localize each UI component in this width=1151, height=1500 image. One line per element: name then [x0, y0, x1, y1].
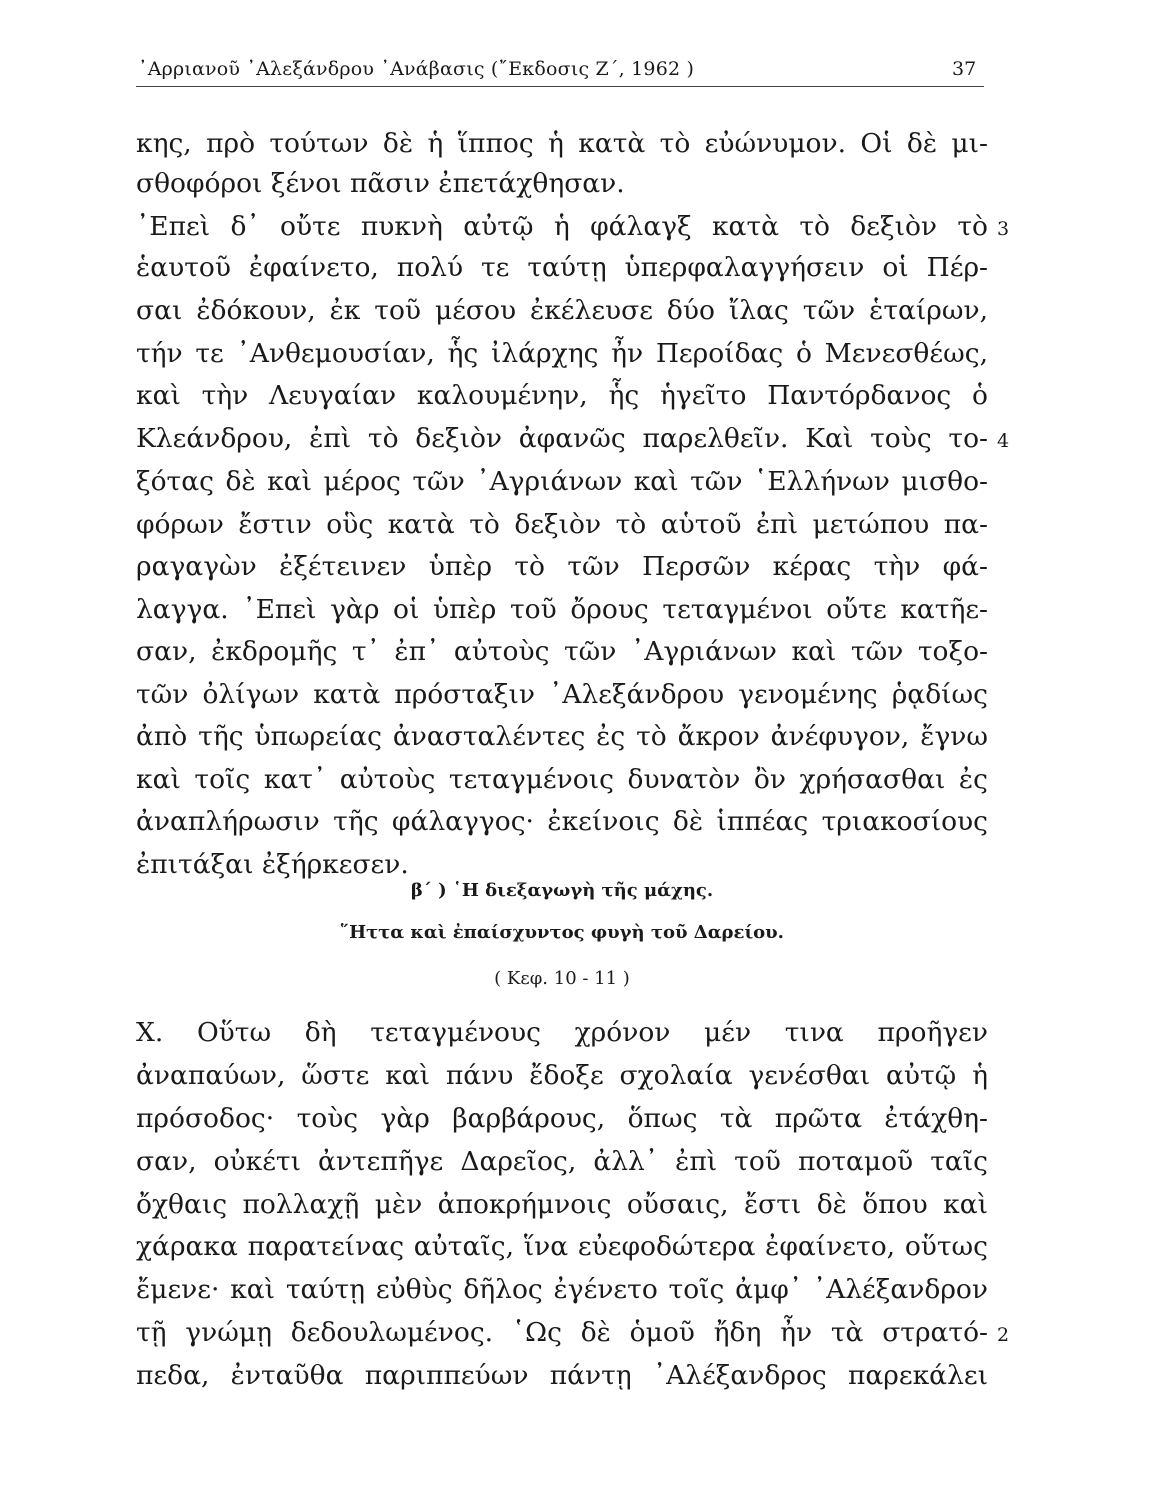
text-line: φόρων ἔστιν οὓς κατὰ τὸ δεξιὸν τὸ αὑτοῦ ἐπὶ μετώπου πα- — [136, 509, 988, 540]
text-line: καὶ τὴν Λευγαίαν καλουμένην, ἧς ἡγεῖτο Παντόρδανος ὁ — [136, 380, 988, 411]
text-line: σαν, ἐκδρομῆς τ᾿ ἐπ᾿ αὐτοὺς τῶν ᾿Αγριάνων καὶ τῶν τοξο- — [136, 636, 988, 667]
page-number: 37 — [952, 58, 977, 80]
chapter-reference: ( Κεφ. 10 - 11 ) — [494, 968, 630, 989]
text-line: σαι ἐδόκουν, ἐκ τοῦ μέσου ἐκέλευσε δύο ἴλας τῶν ἑταίρων, — [136, 295, 988, 326]
section-margin-number: 3 — [997, 218, 1010, 240]
text-line: ἑαυτοῦ ἐφαίνετο, πολύ τε ταύτῃ ὑπερφαλαγγήσειν οἱ Πέρ- — [136, 252, 988, 283]
text-line: ἔμενε· καὶ ταύτῃ εὐθὺς δῆλος ἐγένετο τοῖς ἀμφ᾿ ᾿Αλέξανδρον — [136, 1274, 988, 1305]
text-line: ἀναπαύων, ὥστε καὶ πάνυ ἔδοξε σχολαία γενέσθαι αὐτῷ ἡ — [136, 1060, 988, 1091]
text-line: σαν, οὐκέτι ἀντεπῆγε Δαρεῖος, ἀλλ᾿ ἐπὶ τοῦ ποταμοῦ ταῖς — [136, 1146, 988, 1177]
text-line: καὶ τοῖς κατ᾿ αὐτοὺς τεταγμένοις δυνατὸν ὂν χρήσασθαι ἐς — [136, 764, 988, 795]
text-line: ραγαγὼν ἐξέτεινεν ὑπὲρ τὸ τῶν Περσῶν κέρας τὴν φά- — [136, 551, 988, 582]
section-margin-number: 2 — [997, 1324, 1010, 1346]
text-line: λαγγα. ᾿Επεὶ γὰρ οἱ ὑπὲρ τοῦ ὄρους τεταγμένοι οὔτε κατῆε- — [136, 594, 988, 625]
text-line: ἀπὸ τῆς ὑπωρείας ἀνασταλέντες ἐς τὸ ἄκρον ἀνέφυγον, ἔγνω — [136, 721, 988, 752]
text-line: Χ. Οὕτω δὴ τεταγμένους χρόνον μέν τινα προῆγεν — [136, 1017, 988, 1048]
text-line: πρόσοδος· τοὺς γὰρ βαρβάρους, ὅπως τὰ πρῶτα ἐτάχθη- — [136, 1103, 988, 1134]
text-line: ξότας δὲ καὶ μέρος τῶν ᾿Αγριάνων καὶ τῶν ῾Ελλήνων μισθο- — [136, 466, 988, 497]
text-line: ᾿Επεὶ δ᾿ οὔτε πυκνὴ αὐτῷ ἡ φάλαγξ κατὰ τὸ δεξιὸν τὸ — [136, 211, 988, 242]
text-line: Κλεάνδρου, ἐπὶ τὸ δεξιὸν ἀφανῶς παρελθεῖν. Καὶ τοὺς το- — [136, 423, 988, 454]
text-line: ἐπιτάξαι ἐξήρκεσεν. — [136, 849, 409, 880]
text-line: χάρακα παρατείνας αὐταῖς, ἵνα εὐεφοδώτερα ἐφαίνετο, οὕτως — [136, 1231, 988, 1262]
text-line: τήν τε ᾿Ανθεμουσίαν, ἧς ἰλάρχης ἦν Περοίδας ὁ Μενεσθέως, — [136, 338, 988, 369]
text-line: πεδα, ἐνταῦθα παριππεύων πάντῃ ᾿Αλέξανδρος παρεκάλει — [136, 1360, 988, 1391]
text-line: τῇ γνώμῃ δεδουλωμένος. ῾Ως δὲ ὁμοῦ ἤδη ἦν τὰ στρατό- — [136, 1317, 988, 1348]
section-heading: β΄ ) ῾Η διεξαγωγὴ τῆς μάχης. — [410, 880, 714, 901]
section-margin-number: 4 — [997, 430, 1010, 452]
text-line: σθοφόροι ξένοι πᾶσιν ἐπετάχθησαν. — [136, 168, 625, 199]
text-line: κης, πρὸ τούτων δὲ ἡ ἵππος ἡ κατὰ τὸ εὐώνυμον. Οἱ δὲ μι- — [136, 128, 988, 159]
running-header-title: ᾿Αρριανοῦ ᾿Αλεξάνδρου ᾿Ανάβασις (῎Εκδοσις Ζ΄, 1962 ) — [138, 58, 695, 80]
header-divider — [136, 86, 984, 87]
text-line: ἀναπλήρωσιν τῆς φάλαγγος· ἐκείνοις δὲ ἱππέας τριακοσίους — [136, 806, 988, 837]
text-line: τῶν ὀλίγων κατὰ πρόσταξιν ᾿Αλεξάνδρου γενομένης ῥᾳδίως — [136, 679, 988, 710]
section-subheading: ῞Ηττα καὶ ἐπαίσχυντος φυγὴ τοῦ Δαρείου. — [340, 922, 784, 943]
text-line: ὄχθαις πολλαχῇ μὲν ἀποκρήμνοις οὔσαις, ἔστι δὲ ὅπου καὶ — [136, 1189, 988, 1220]
